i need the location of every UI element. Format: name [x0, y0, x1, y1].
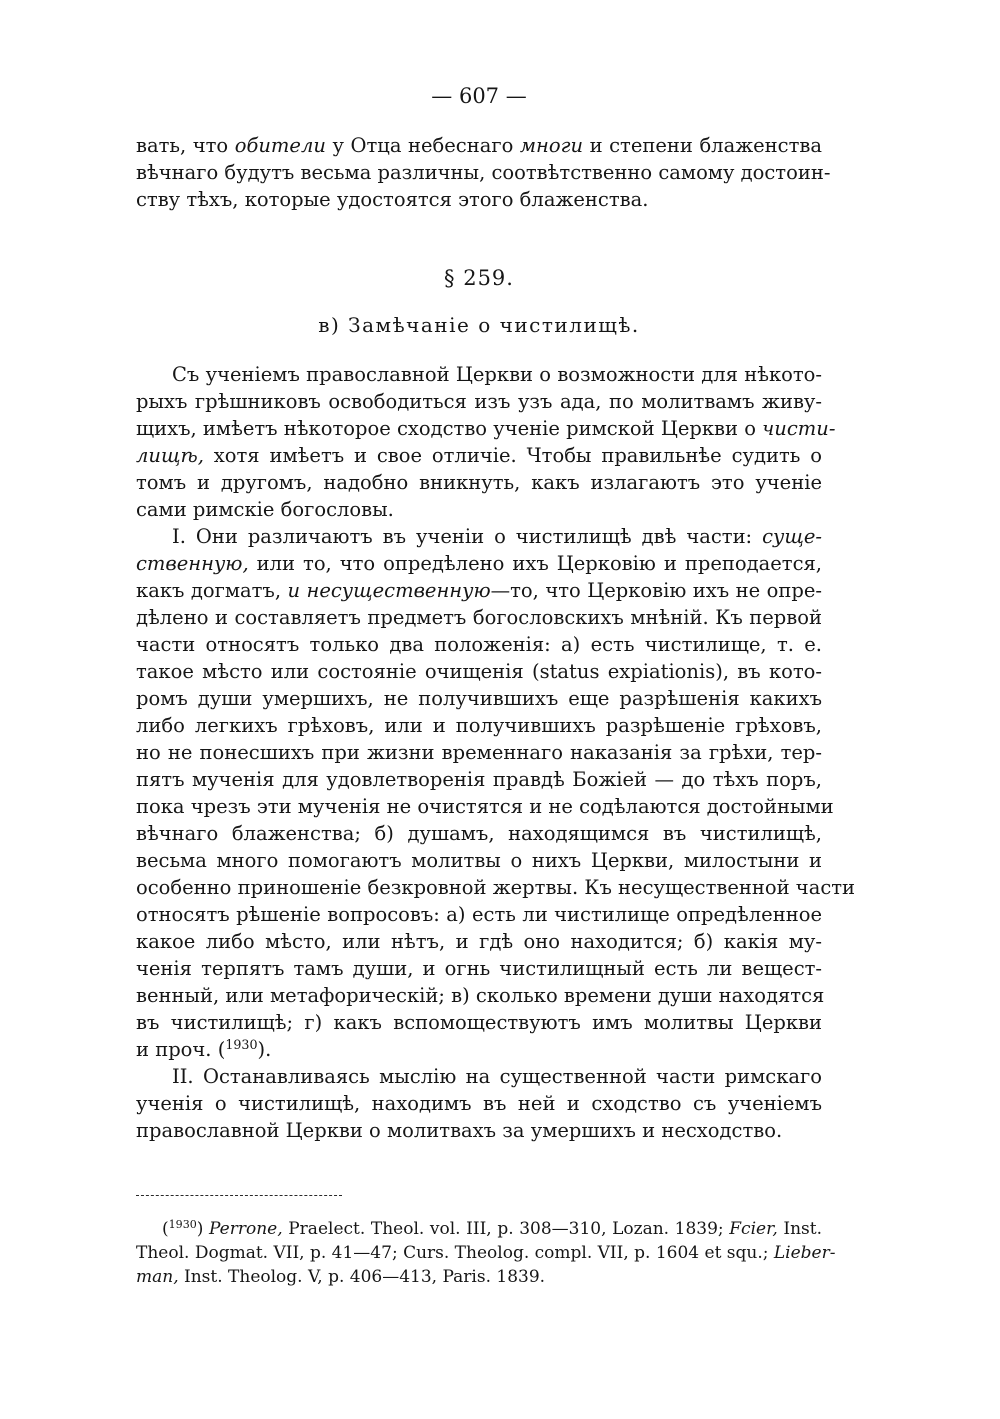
text-run: ).	[257, 1038, 272, 1061]
text-run: хотя имѣетъ и свое отличіе. Чтобы правильнѣе судить о	[203, 444, 822, 467]
italic-text: многи	[519, 134, 584, 157]
text-run: щихъ, имѣетъ нѣкоторое сходство ученіе римской Церкви о	[136, 417, 763, 440]
text-line	[136, 712, 822, 739]
footnote-ref: 1930	[225, 1037, 258, 1053]
footnote	[136, 1217, 836, 1289]
text-line	[136, 793, 834, 820]
italic-text: Fcier,	[729, 1219, 778, 1239]
text-line	[136, 847, 822, 874]
section-title: в) Замѣчаніе о чистилищѣ.	[318, 313, 640, 337]
text-run: рыхъ грѣшниковъ освободиться изъ узъ ада, по молитвамъ живу-	[136, 390, 822, 413]
text-run: вѣчнаго будутъ весьма различны, соотвѣтственно самому достоин-	[136, 161, 831, 184]
text-run: сами римскіе богословы.	[136, 498, 394, 521]
italic-text: Perrone,	[209, 1219, 283, 1239]
text-line	[136, 631, 822, 658]
text-run: (	[162, 1219, 169, 1239]
text-run: —то, что Церковію ихъ не опре-	[490, 579, 822, 602]
text-line	[136, 982, 825, 1009]
text-line	[136, 955, 822, 982]
text-line	[136, 766, 822, 793]
text-run: Praelect. Theol. vol. III, p. 308—310, Lozan. 1839;	[282, 1219, 730, 1239]
text-run: какое либо мѣсто, или нѣтъ, и гдѣ оно находится; б) какія му-	[136, 930, 822, 953]
italic-text: чисти-	[762, 417, 836, 440]
text-run: православной Церкви о молитвахъ за умершихъ и несходство.	[136, 1119, 783, 1142]
text-line	[136, 820, 822, 847]
text-line	[136, 442, 822, 469]
text-run: дѣлено и составляетъ предметъ богословскихъ мнѣній. Къ первой	[136, 606, 822, 629]
text-run: ромъ души умершихъ, не получившихъ еще разрѣшенія какихъ	[136, 687, 822, 710]
text-run: или то, что опредѣлено ихъ Церковію и преподается,	[248, 552, 822, 575]
text-run: особенно приношеніе безкровной жертвы. Къ несущественной части	[136, 876, 856, 899]
text-run: вѣчнаго блаженства; б) душамъ, находящимся въ чистилищѣ,	[136, 822, 822, 845]
text-line	[136, 132, 822, 159]
italic-text: суще-	[762, 525, 822, 548]
text-line	[136, 1117, 822, 1144]
text-run: и степени блаженства	[583, 134, 822, 157]
text-run: пятъ мученія для удовлетворенія правдѣ Божіей — до тѣхъ поръ,	[136, 768, 822, 791]
text-line	[136, 388, 822, 415]
italic-text: и несущественную	[287, 579, 491, 602]
text-line	[136, 1009, 822, 1036]
text-run: у Отца небеснаго	[325, 134, 520, 157]
text-line	[136, 739, 822, 766]
text-run: I. Они различаютъ въ ученіи о чистилищѣ двѣ части:	[172, 525, 763, 548]
footnote-line	[136, 1241, 836, 1265]
text-line	[136, 604, 822, 631]
page-number: — 607 —	[431, 84, 527, 108]
text-run: )	[196, 1219, 209, 1239]
italic-text: man,	[136, 1267, 179, 1287]
text-run: такое мѣсто или состояніе очищенія (status expiationis), въ кото-	[136, 660, 822, 683]
text-line	[136, 186, 822, 213]
text-line	[136, 928, 822, 955]
text-line	[136, 874, 856, 901]
text-line	[136, 415, 836, 442]
text-run: II. Останавливаясь мыслію на существенной части римскаго	[172, 1065, 822, 1088]
footnote-line	[136, 1217, 822, 1241]
text-run: части относятъ только два положенія: а) есть чистилище, т. е.	[136, 633, 822, 656]
text-run: Inst.	[777, 1219, 822, 1239]
text-line	[136, 469, 822, 496]
text-run: ученія о чистилищѣ, находимъ въ ней и сходство съ ученіемъ	[136, 1092, 822, 1115]
text-line	[136, 496, 822, 523]
text-run: ченія терпятъ тамъ души, и огнь чистилищный есть ли вещест-	[136, 957, 822, 980]
footnote-ref: 1930	[168, 1217, 197, 1231]
text-line	[136, 1090, 822, 1117]
text-run: томъ и другомъ, надобно вникнуть, какъ излагаютъ это ученіе	[136, 471, 822, 494]
text-line	[136, 159, 831, 186]
text-line	[136, 361, 822, 388]
italic-text: лищѣ,	[136, 444, 204, 467]
footnote-separator	[136, 1195, 342, 1196]
text-run: какъ догматъ,	[136, 579, 288, 602]
text-run: либо легкихъ грѣховъ, или и получившихъ разрѣшеніе грѣховъ,	[136, 714, 822, 737]
text-run: вать, что	[136, 134, 235, 157]
text-line	[136, 550, 822, 577]
text-run: ству тѣхъ, которые удостоятся этого блаженства.	[136, 188, 649, 211]
text-line	[136, 685, 822, 712]
text-line	[136, 658, 822, 685]
main-body	[136, 361, 856, 1144]
text-run: въ чистилищѣ; г) какъ вспомоществуютъ имъ молитвы Церкви	[136, 1011, 822, 1034]
text-run: Inst. Theolog. V, p. 406—413, Paris. 1839.	[178, 1267, 546, 1287]
text-run: пока чрезъ эти мученія не очистятся и не содѣлаются достойными	[136, 795, 834, 818]
text-run: Съ ученіемъ православной Церкви о возможности для нѣкото-	[172, 363, 822, 386]
italic-text: Lieber-	[773, 1243, 836, 1263]
text-run: венный, или метафорическій; в) сколько времени души находятся	[136, 984, 825, 1007]
continued-paragraph	[136, 132, 831, 213]
section-number: § 259.	[444, 266, 514, 290]
text-line	[136, 523, 822, 550]
italic-text: обители	[234, 134, 326, 157]
footnote-line	[136, 1265, 822, 1289]
text-run: но не понесшихъ при жизни временнаго наказанія за грѣхи, тер-	[136, 741, 822, 764]
text-run: и проч. (	[136, 1038, 226, 1061]
text-run: весьма много помогаютъ молитвы о нихъ Церкви, милостыни и	[136, 849, 822, 872]
text-line	[136, 1063, 822, 1090]
text-run: Theol. Dogmat. VII, p. 41—47; Curs. Theolog. compl. VII, p. 1604 et squ.;	[136, 1243, 774, 1263]
text-line	[136, 577, 822, 604]
italic-text: ственную,	[136, 552, 249, 575]
text-line	[136, 1036, 822, 1063]
text-run: относятъ рѣшеніе вопросовъ: а) есть ли чистилище опредѣленное	[136, 903, 822, 926]
text-line	[136, 901, 822, 928]
